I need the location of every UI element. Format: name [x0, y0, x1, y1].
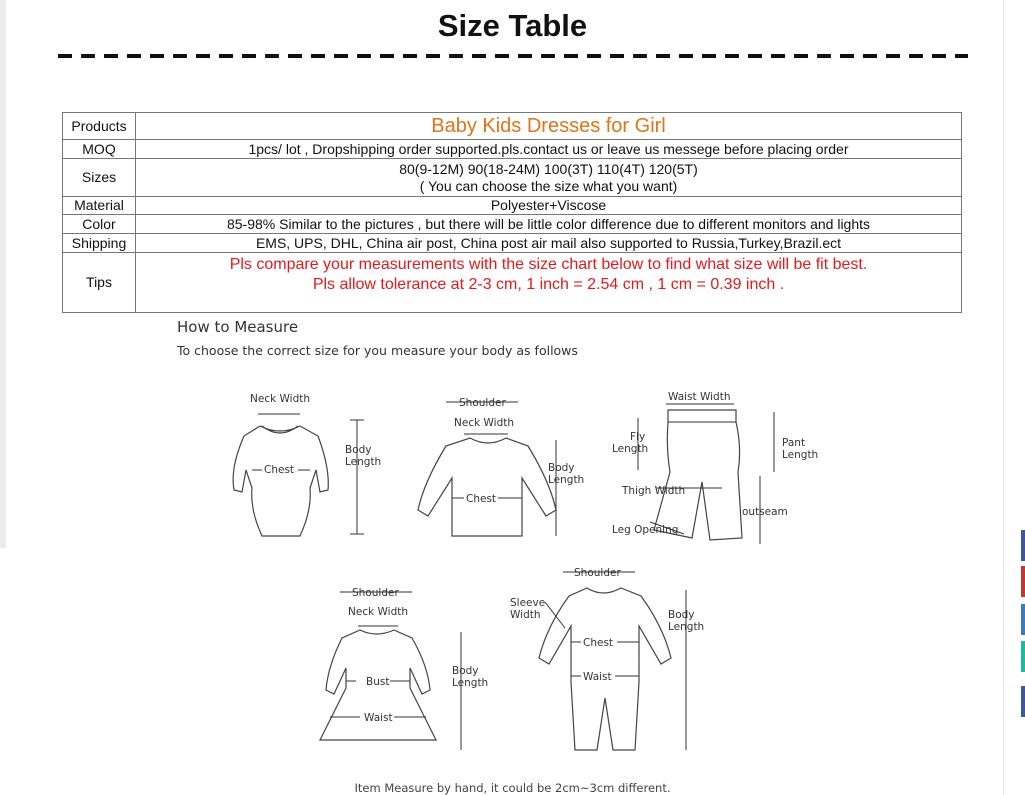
pants-outseam-label: outseam — [742, 506, 788, 518]
left-scroll-edge — [0, 0, 6, 548]
pants-length-label: Length — [782, 449, 819, 461]
side-share-tab[interactable] — [1021, 530, 1025, 561]
value-sizes — [136, 159, 962, 197]
tshirt-chest-label: Chest — [466, 493, 497, 505]
romper-shoulder-label: Shoulder — [574, 567, 621, 579]
romper-chest-label: Chest — [583, 637, 614, 649]
side-share-tab[interactable] — [1021, 604, 1025, 635]
sizes-line-2: ( You can choose the size what you want) — [419, 177, 678, 194]
bodysuit-length-label: Length — [345, 456, 382, 468]
footer-note: Item Measure by hand, it could be 2cm~3cm different. — [354, 781, 671, 795]
pants-waist-width-label: Waist Width — [668, 391, 731, 403]
romper-length-label: Length — [668, 621, 705, 633]
value-shipping: EMS, UPS, DHL, China air post, China post air mail also supported to Russia,Turkey,Brazil.ect — [136, 234, 962, 253]
tshirt-shoulder-label: Shoulder — [459, 397, 506, 409]
pants-thigh-width-label: Thigh Width — [622, 485, 686, 497]
value-tips — [136, 253, 962, 313]
page-title: Size Table — [437, 8, 588, 43]
side-share-tab[interactable] — [1021, 686, 1025, 717]
table-row — [63, 234, 962, 253]
how-to-measure-title: How to Measure — [177, 318, 299, 336]
table-row — [63, 113, 962, 140]
size-table — [62, 112, 962, 313]
tshirt-outline — [418, 438, 556, 536]
table-row — [63, 197, 962, 215]
dress-neck-width-label: Neck Width — [348, 606, 409, 618]
romper-sleeve-label: Sleeve — [510, 597, 546, 609]
romper-waist-label: Waist — [583, 671, 612, 683]
table-row — [63, 159, 962, 197]
tshirt-length-label: Length — [548, 474, 585, 486]
table-row — [63, 140, 962, 159]
side-share-tab[interactable] — [1021, 566, 1025, 597]
pants-diagram — [610, 388, 825, 548]
label-color: Color — [63, 215, 136, 234]
pants-fly-length-label: Length — [612, 443, 649, 455]
dress-diagram — [318, 580, 498, 752]
tips-line-2: Pls allow tolerance at 2-3 cm, 1 inch = 2.54 cm , 1 cm = 0.39 inch . — [312, 276, 785, 293]
label-material: Material — [63, 197, 136, 215]
dress-body-label: Body — [452, 665, 479, 677]
romper-width-label: Width — [510, 609, 541, 621]
romper-diagram — [505, 564, 715, 754]
label-moq: MOQ — [63, 140, 136, 159]
sizes-line-1: 80(9-12M) 90(18-24M) 100(3T) 110(4T) 120(5T) — [399, 160, 698, 177]
dress-bust-label: Bust — [366, 676, 390, 688]
romper-body-label: Body — [668, 609, 695, 621]
value-products: Baby Kids Dresses for Girl — [136, 113, 962, 140]
value-color: 85-98% Similar to the pictures , but there will be little color difference due to different monitors and lights — [136, 215, 962, 234]
dress-waist-label: Waist — [364, 712, 393, 724]
pants-fly-label: Fly — [630, 431, 646, 443]
bodysuit-outline — [233, 426, 328, 536]
pants-pant-label: Pant — [782, 437, 806, 449]
tips-line-1: Pls compare your measurements with the size chart below to find what size will be fit best. — [229, 256, 868, 273]
label-sizes: Sizes — [63, 159, 136, 197]
tshirt-body-label: Body — [548, 462, 575, 474]
label-shipping: Shipping — [63, 234, 136, 253]
tshirt-neck-width-label: Neck Width — [454, 417, 515, 429]
table-row — [63, 215, 962, 234]
label-products: Products — [63, 113, 136, 140]
side-share-tab[interactable] — [1021, 641, 1025, 672]
table-row — [63, 253, 962, 313]
value-moq: 1pcs/ lot , Dropshipping order supported.pls.contact us or leave us messege before placing order — [136, 140, 962, 159]
bodysuit-chest-label: Chest — [264, 464, 295, 476]
bodysuit-neck-width-label: Neck Width — [250, 393, 311, 405]
tshirt-diagram — [400, 392, 590, 544]
value-material: Polyester+Viscose — [136, 197, 962, 215]
dress-shoulder-label: Shoulder — [352, 587, 399, 599]
bodysuit-diagram — [200, 388, 390, 540]
pants-outline — [654, 410, 742, 540]
romper-outline — [539, 588, 671, 750]
label-tips: Tips — [63, 253, 136, 313]
dashed-divider — [58, 50, 968, 62]
how-to-measure-subtitle: To choose the correct size for you measure your body as follows — [177, 343, 578, 358]
pants-leg-opening-label: Leg Opening — [612, 524, 679, 536]
bodysuit-body-label: Body — [345, 444, 372, 456]
dress-length-label: Length — [452, 677, 489, 689]
right-frame-edge — [1003, 0, 1004, 795]
